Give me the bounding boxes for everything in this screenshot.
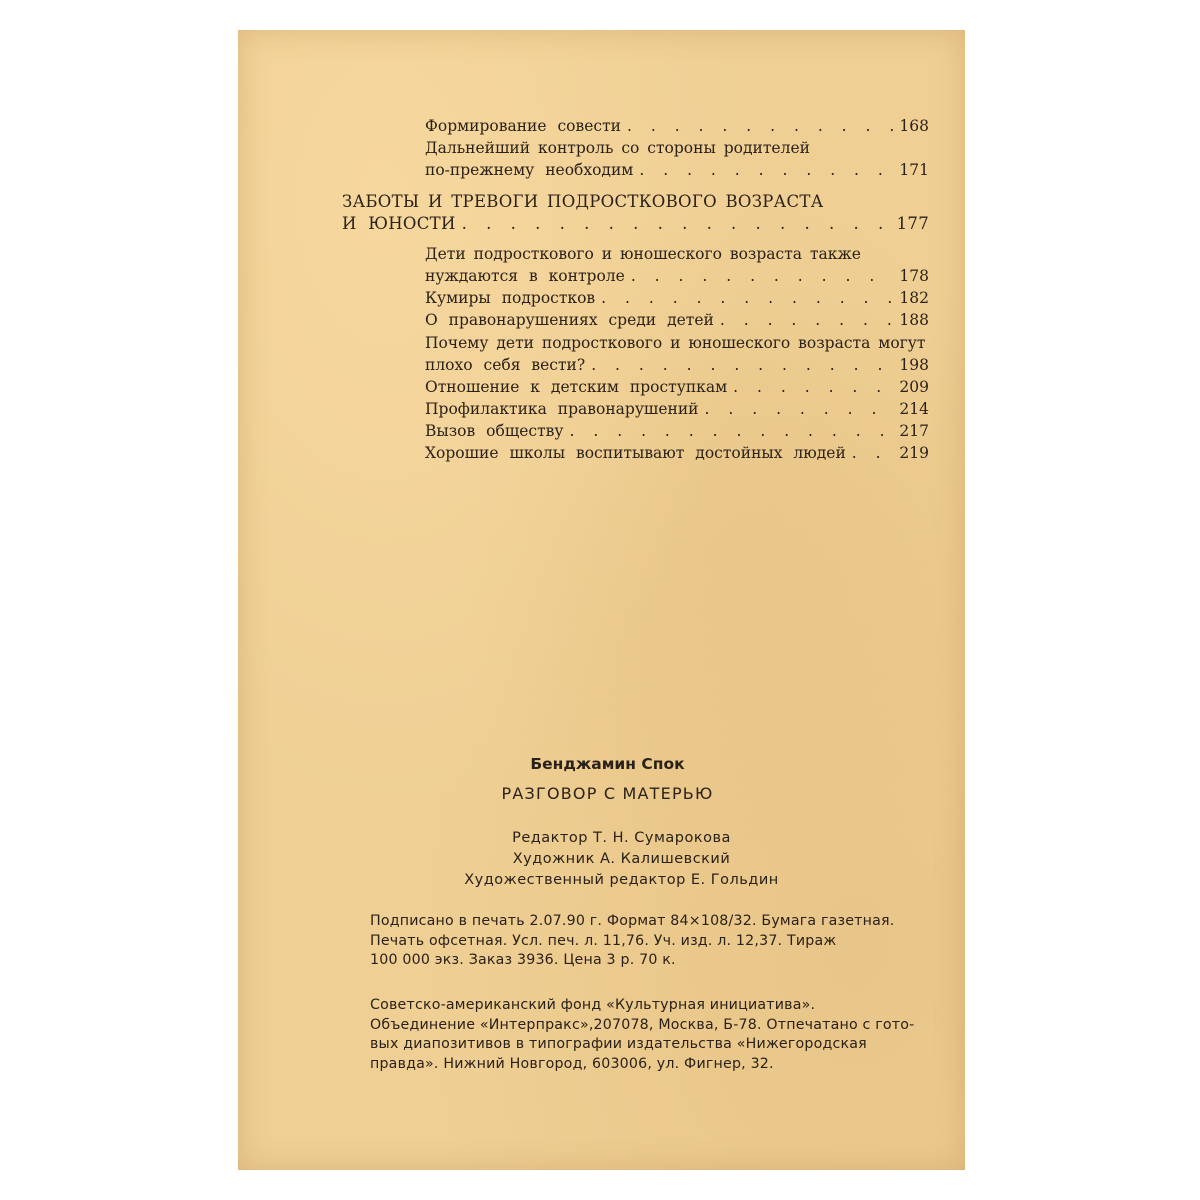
toc-entry-title: по-прежнему необходим <box>425 161 634 179</box>
toc-leader-dots <box>639 160 893 180</box>
toc-entry-title: плохо себя вести? <box>425 356 586 374</box>
toc-page-number: 171 <box>899 161 929 179</box>
toc-entry-title: Кумиры подростков <box>425 289 596 307</box>
toc-entry-title: И ЮНОСТИ <box>342 214 456 233</box>
toc-leader-dots <box>733 377 893 397</box>
toc-entry <box>425 310 929 330</box>
toc-page-number: 214 <box>899 400 929 418</box>
toc-entry <box>425 399 929 419</box>
author-name: Бенджамин Спок <box>530 755 685 773</box>
toc-section-title-line: ЗАБОТЫ И ТРЕВОГИ ПОДРОСТКОВОГО ВОЗРАСТА <box>342 192 824 211</box>
print-info-line: 100 000 экз. Заказ 3936. Цена 3 р. 70 к. <box>370 952 676 968</box>
publisher-info-line: правда». Нижний Новгород, 603006, ул. Фигнер, 32. <box>370 1055 774 1072</box>
toc-entry-title-line: Почему дети подросткового и юношеского возраста могут <box>425 334 926 352</box>
book-page <box>238 30 965 1170</box>
toc-leader-dots <box>852 443 894 463</box>
toc-entry <box>425 288 929 308</box>
toc-page-number: 209 <box>899 378 929 396</box>
toc-leader-dots <box>570 421 894 441</box>
toc-page-number: 182 <box>899 289 929 307</box>
toc-entry-title: О правонарушениях среди детей <box>425 311 714 329</box>
toc-entry <box>425 160 929 180</box>
toc-entry <box>425 355 929 375</box>
toc-page-number: 219 <box>899 444 929 462</box>
toc-entry <box>425 266 929 286</box>
toc-page-number: 188 <box>899 311 929 329</box>
publisher-info-line: Объединение «Интерпракс»,207078, Москва, Б-78. Отпечатано с гото- <box>370 1016 915 1033</box>
toc-leader-dots <box>627 116 893 136</box>
toc-leader-dots <box>591 355 893 375</box>
toc-entry <box>425 443 929 463</box>
publisher-info-line: Советско-американский фонд «Культурная инициатива». <box>370 997 816 1013</box>
toc-entry <box>425 421 929 441</box>
toc-entry-title-line: Дальнейший контроль со стороны родителей <box>425 139 810 157</box>
toc-section-entry <box>342 214 929 234</box>
toc-entry-title: Вызов обществу <box>425 422 564 440</box>
book-title: РАЗГОВОР С МАТЕРЬЮ <box>501 784 714 803</box>
artist-credit: Художник А. Калишевский <box>512 851 731 867</box>
toc-page-number: 168 <box>899 117 929 135</box>
toc-leader-dots <box>720 310 894 330</box>
toc-entry <box>425 116 929 136</box>
print-info-line: Печать офсетная. Усл. печ. л. 11,76. Уч. изд. л. 12,37. Тираж <box>370 932 837 949</box>
toc-leader-dots <box>705 399 894 419</box>
art-editor-credit: Художественный редактор Е. Гольдин <box>464 872 779 888</box>
publisher-info-line: вых диапозитивов в типографии издательства «Нижегородская <box>370 1036 867 1052</box>
toc-leader-dots <box>601 288 893 308</box>
toc-entry <box>425 377 929 397</box>
toc-page-number: 217 <box>899 422 929 440</box>
editor-credit: Редактор Т. Н. Сумарокова <box>512 830 731 846</box>
toc-entry-title-line: Дети подросткового и юношеского возраста также <box>425 245 861 263</box>
toc-page-number: 198 <box>899 356 929 374</box>
toc-entry-title: Хорошие школы воспитывают достойных людей <box>425 444 846 462</box>
toc-entry-title: Профилактика правонарушений <box>425 400 699 418</box>
print-info-block <box>370 912 952 971</box>
print-info-line: Подписано в печать 2.07.90 г. Формат 84×108/32. Бумага газетная. <box>370 913 895 929</box>
publisher-info-block <box>370 996 952 1074</box>
toc-entry-title: Отношение к детским проступкам <box>425 378 728 396</box>
toc-leader-dots <box>462 214 891 234</box>
toc-page-number: 178 <box>899 267 929 285</box>
toc-entry-title: Формирование совести <box>425 117 621 135</box>
toc-leader-dots <box>631 266 894 286</box>
toc-page-number: 177 <box>896 214 929 233</box>
toc-entry-title: нуждаются в контроле <box>425 267 625 285</box>
